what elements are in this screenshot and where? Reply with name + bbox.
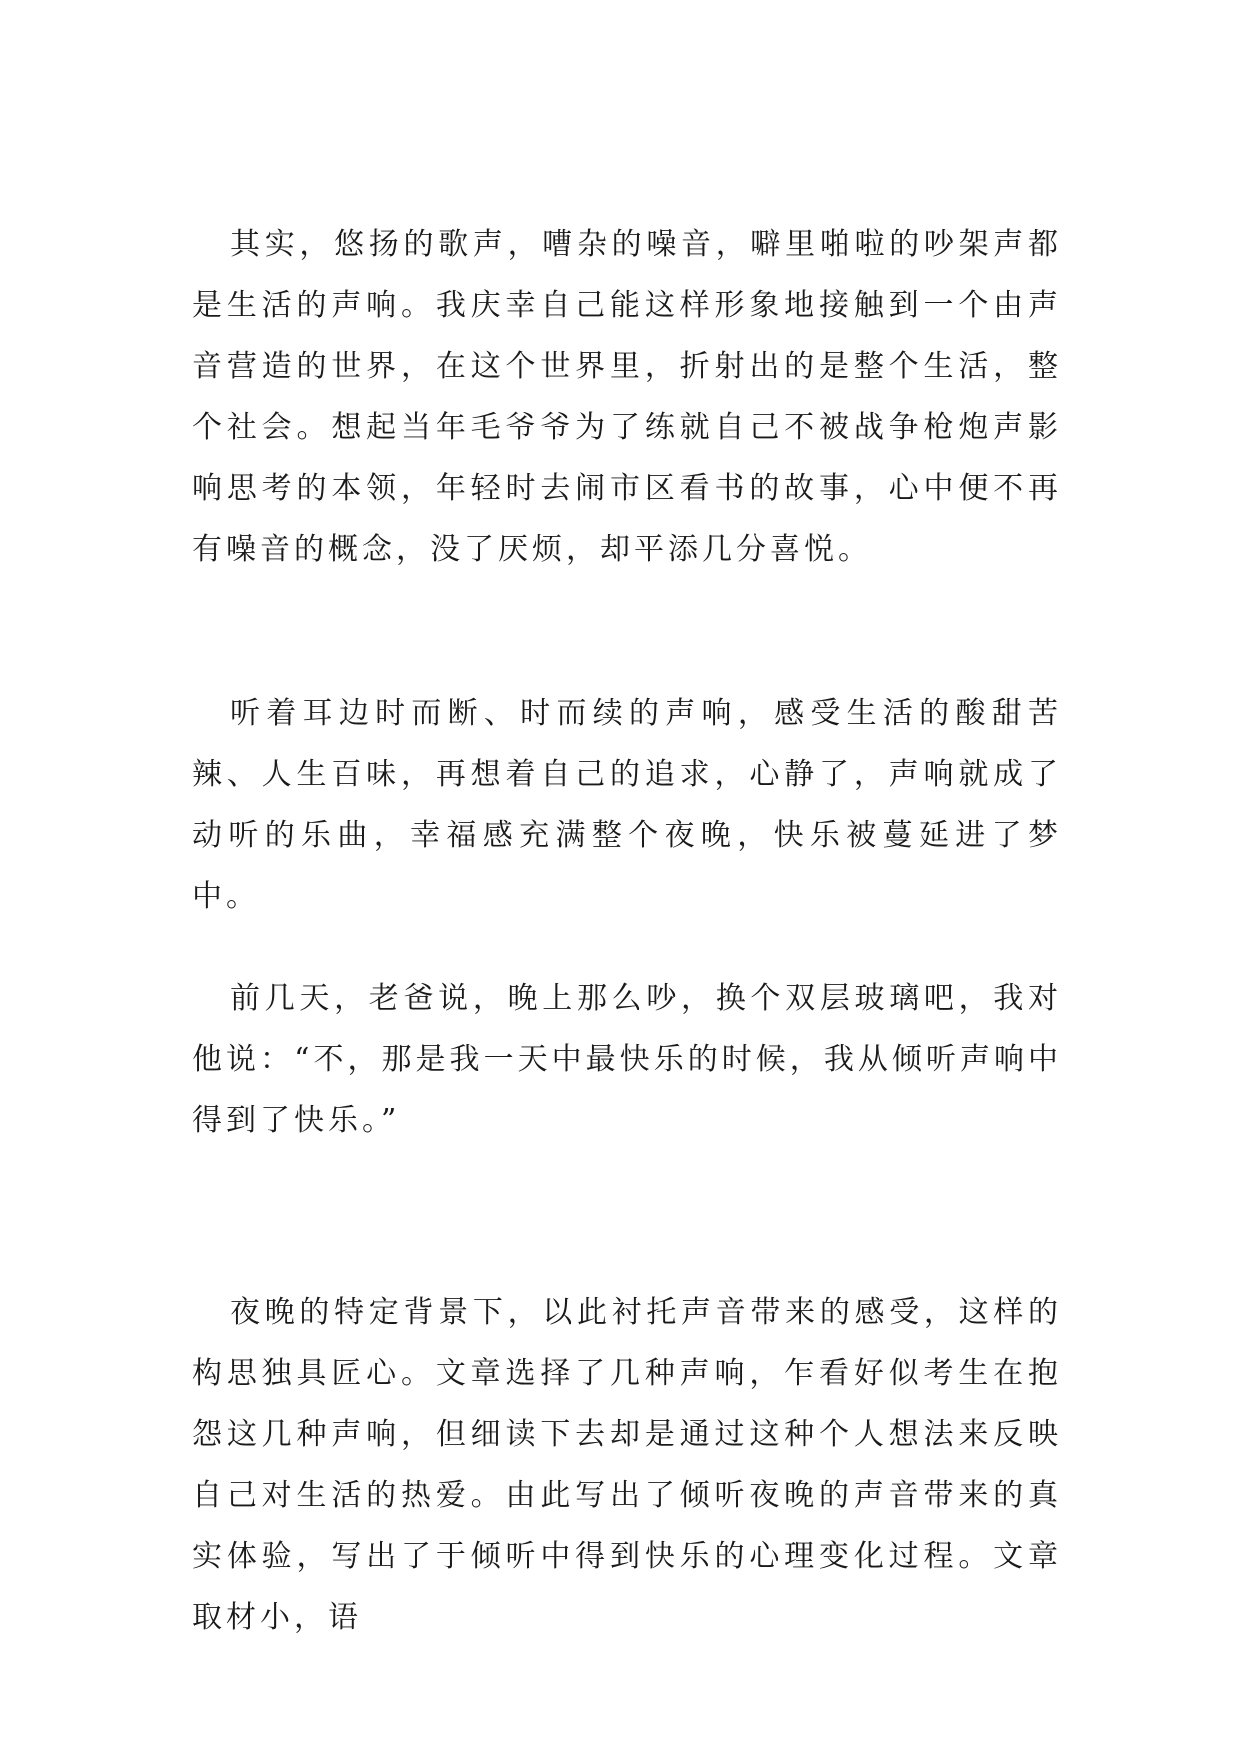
paragraph-3: 前几天，老爸说，晚上那么吵，换个双层玻璃吧，我对他说：“不，那是我一天中最快乐的时候，我从倾听声响中得到了快乐。” bbox=[192, 981, 1062, 1138]
paragraph-1: 其实，悠扬的歌声，嘈杂的噪音，噼里啪啦的吵架声都是生活的声响。我庆幸自己能这样形象地接触到一个由声音营造的世界，在这个世界里，折射出的是整个生活，整个社会。想起当年毛爷爷为了练就自己不被战争枪炮声影响思考的本领，年轻时去闹市区看书的故事，心中便不再有噪音的概念，没了厌烦，却平添几分喜悦。 bbox=[192, 227, 1062, 567]
paragraph-4: 夜晚的特定背景下，以此衬托声音带来的感受，这样的构思独具匠心。文章选择了几种声响，乍看好似考生在抱怨这几种声响，但细读下去却是通过这种个人想法来反映自己对生活的热爱。由此写出了倾听夜晚的声音带来的真实体验，写出了于倾听中得到快乐的心理变化过程。文章取材小，语 bbox=[192, 1295, 1062, 1635]
paragraph-2: 听着耳边时而断、时而续的声响，感受生活的酸甜苦辣、人生百味，再想着自己的追求，心静了，声响就成了动听的乐曲，幸福感充满整个夜晚，快乐被蔓延进了梦中。 bbox=[192, 696, 1062, 914]
